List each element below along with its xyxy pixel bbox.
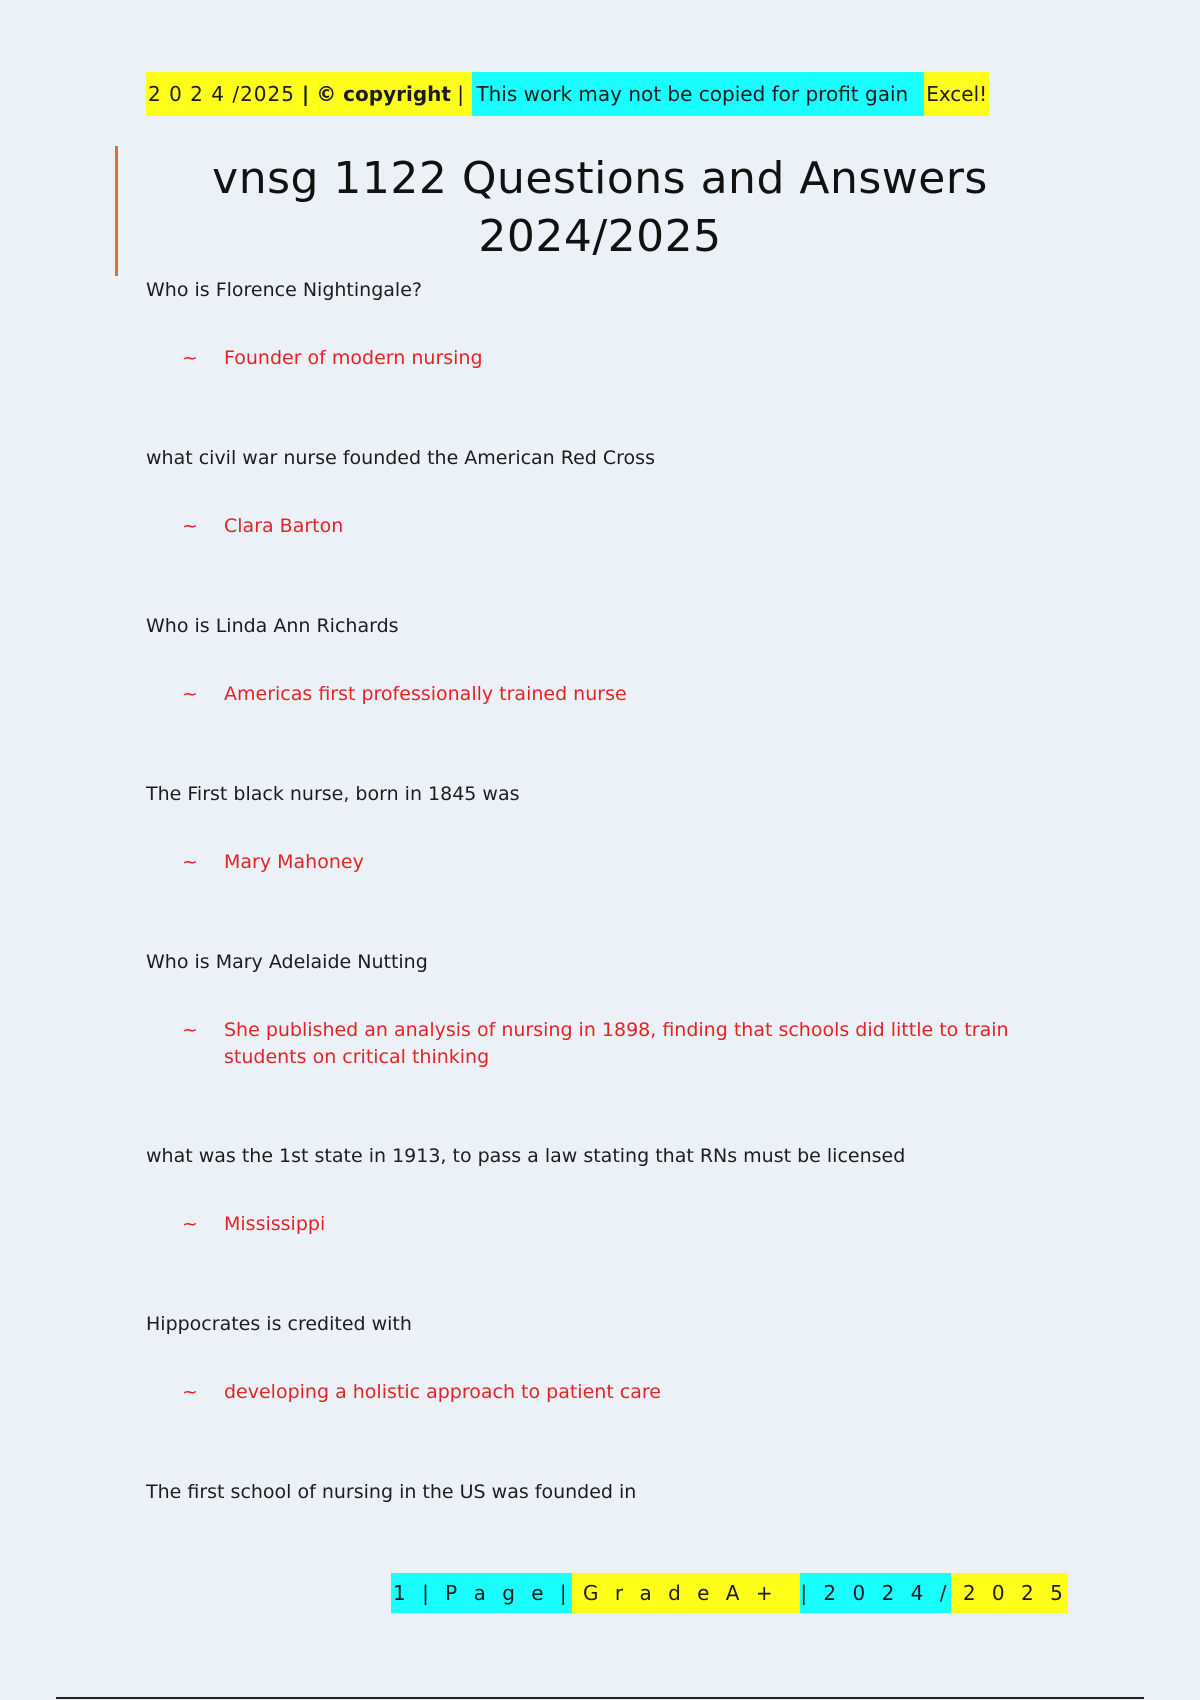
header-notice: This work may not be copied for profit gain [476, 82, 909, 106]
answer [182, 849, 1012, 876]
answer-marker-icon: ~ [182, 851, 198, 873]
title-line-2: 2024/2025 [478, 211, 722, 262]
footer-year-b-segment [951, 1573, 1067, 1613]
answer-text: Americas first professionally trained nurse [224, 683, 627, 705]
footer-grade: G r a d e A + [571, 1581, 801, 1605]
title-line-1: vnsg 1122 Questions and Answers [212, 153, 988, 204]
footer-year-b: 2 0 2 5 [951, 1581, 1068, 1605]
header-year-segment [146, 72, 472, 116]
page-bottom-rule [56, 1697, 1144, 1699]
answer-marker-icon: ~ [182, 683, 198, 705]
answer [182, 1379, 1012, 1406]
answer [182, 1211, 1012, 1238]
page-title [140, 150, 1060, 266]
header-notice-segment [472, 72, 924, 116]
qa-item [146, 275, 1046, 443]
answer-marker-icon: ~ [182, 515, 198, 537]
question-text: Who is Mary Adelaide Nutting [146, 951, 428, 973]
answer-text: Mississippi [224, 1213, 326, 1235]
question-text: what was the 1st state in 1913, to pass a law stating that RNs must be licensed [146, 1145, 906, 1167]
header-year: 2 0 2 4 /2025 [148, 82, 295, 106]
footer-year-a-segment [800, 1573, 951, 1613]
answer-text: Clara Barton [224, 515, 344, 537]
qa-item [146, 1477, 1046, 1645]
answer-text: Mary Mahoney [224, 851, 364, 873]
header-separator: | [450, 82, 471, 106]
header-excel: Excel! [926, 82, 988, 106]
qa-item [146, 1309, 1046, 1477]
header-separator: | [294, 82, 317, 106]
answer [182, 681, 1012, 708]
answer-text: Founder of modern nursing [224, 347, 483, 369]
qa-item [146, 1141, 1046, 1309]
answer-marker-icon: ~ [182, 1213, 198, 1235]
answer-marker-icon: ~ [182, 1019, 198, 1041]
footer-page-segment [391, 1573, 572, 1613]
header-excel-segment [924, 72, 989, 116]
qa-item [146, 947, 1046, 1141]
question-text: Who is Linda Ann Richards [146, 615, 399, 637]
question-text: The First black nurse, born in 1845 was [146, 783, 520, 805]
title-accent-bar [115, 146, 118, 276]
header-copyright: © copyright [316, 82, 451, 106]
footer-banner [391, 1573, 1068, 1613]
qa-item [146, 443, 1046, 611]
answer-text: She published an analysis of nursing in 1898, finding that schools did little to train students on critical thinking [224, 1019, 1009, 1068]
answer-marker-icon: ~ [182, 1381, 198, 1403]
question-text: what civil war nurse founded the American Red Cross [146, 447, 655, 469]
qa-item [146, 779, 1046, 947]
question-text: Who is Florence Nightingale? [146, 279, 422, 301]
header-banner [146, 72, 989, 116]
answer-marker-icon: ~ [182, 347, 198, 369]
footer-year-a: | 2 0 2 4 / [800, 1581, 952, 1605]
question-text: Hippocrates is credited with [146, 1313, 412, 1335]
answer [182, 513, 1012, 540]
qa-list [146, 275, 1046, 1645]
qa-item [146, 611, 1046, 779]
answer [182, 1017, 1012, 1071]
answer [182, 345, 1012, 372]
footer-page: 1 | P a g e | [393, 1581, 572, 1605]
answer-text: developing a holistic approach to patient care [224, 1381, 661, 1403]
question-text: The first school of nursing in the US was founded in [146, 1481, 637, 1503]
footer-grade-segment [572, 1573, 801, 1613]
